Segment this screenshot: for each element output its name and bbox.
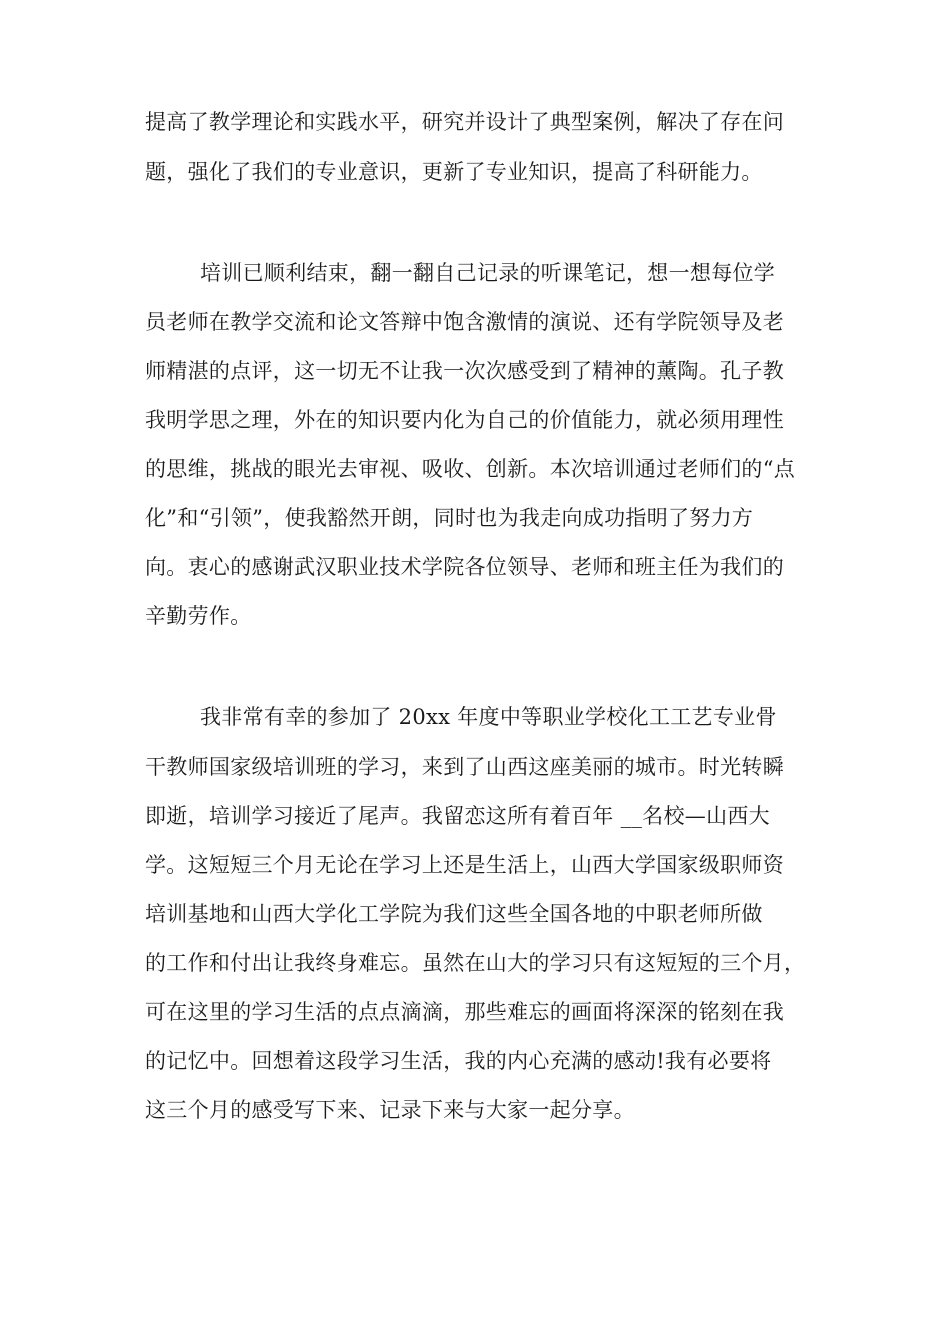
paragraph-line: 这三个月的感受写下来、记录下来与大家一起分享。 [145,1098,635,1122]
paragraph-line: 的记忆中。回想着这段学习生活，我的内心充满的感动!我有必要将 [145,1049,772,1073]
paragraph-line: 可在这里的学习生活的点点滴滴，那些难忘的画面将深深的铭刻在我 [145,1000,784,1024]
paragraph-line: 师精湛的点评，这一切无不让我一次次感受到了精神的薰陶。孔子教 [145,359,784,383]
paragraph-line: 干教师国家级培训班的学习，来到了山西这座美丽的城市。时光转瞬 [145,755,784,779]
paragraph-line: 学。这短短三个月无论在学习上还是生活上，山西大学国家级职师资 [145,853,784,877]
paragraph-line: 的思维，挑战的眼光去审视、吸收、创新。本次培训通过老师们的“点 [145,457,796,481]
paragraph-line: 我非常有幸的参加了 20xx 年度中等职业学校化工工艺专业骨 [200,705,777,729]
paragraph-line: 提高了教学理论和实践水平，研究并设计了典型案例，解决了存在问 [145,110,784,134]
paragraph-line: 培训已顺利结束，翻一翻自己记录的听课笔记，想一想每位学 [200,261,776,285]
paragraph-line: 辛勤劳作。 [145,604,252,628]
paragraph-line: 化”和“引领”，使我豁然开朗，同时也为我走向成功指明了努力方 [145,506,754,530]
paragraph-line: 培训基地和山西大学化工学院为我们这些全国各地的中职老师所做 [145,902,763,926]
paragraph-line: 题，强化了我们的专业意识，更新了专业知识，提高了科研能力。 [145,160,763,184]
paragraph-line: 员老师在教学交流和论文答辩中饱含激情的演说、还有学院领导及老 [145,310,784,334]
paragraph-line: 向。衷心的感谢武汉职业技术学院各位领导、老师和班主任为我们的 [145,555,784,579]
paragraph-line: 即逝，培训学习接近了尾声。我留恋这所有着百年 __名校—山西大 [145,804,770,828]
paragraph-line: 我明学思之理，外在的知识要内化为自己的价值能力，就必须用理性 [145,408,784,432]
paragraph-line: 的工作和付出让我终身难忘。虽然在山大的学习只有这短短的三个月， [145,951,806,975]
